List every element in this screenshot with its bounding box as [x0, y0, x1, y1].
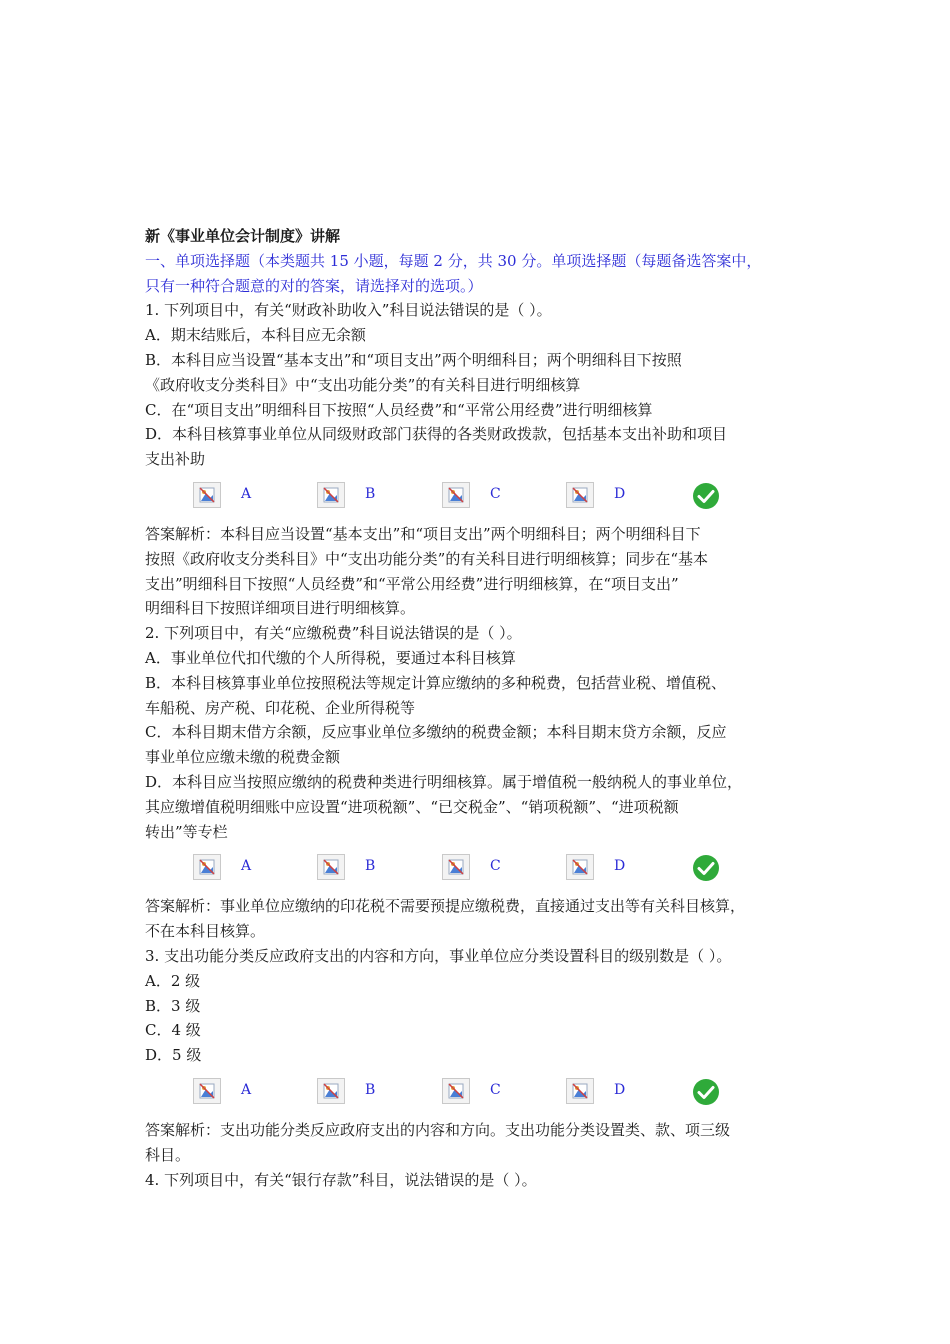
broken-image-radio-icon: [442, 482, 470, 508]
broken-image-radio-icon: [317, 854, 345, 880]
broken-image-radio-icon: [442, 1078, 470, 1104]
explanation-line: 科目。: [145, 1145, 191, 1164]
broken-image-radio-icon: [566, 482, 594, 508]
option-d-text: 转出”等专栏: [145, 822, 228, 841]
option-label: C: [490, 858, 501, 875]
option-b-text: B．3 级: [145, 996, 201, 1015]
option-d-text: D．本科目核算事业单位从同级财政部门获得的各类财政拨款，包括基本支出补助和项目: [145, 425, 728, 444]
question-4: [145, 1168, 810, 1193]
broken-image-radio-icon: [193, 854, 221, 880]
question-stem: 2. 下列项目中，有关“应缴税费”科目说法错误的是（ ）。: [145, 624, 522, 643]
option-b-text: B．本科目应当设置“基本支出”和“项目支出”两个明细科目；两个明细科目下按照: [145, 350, 682, 369]
option-c-text: C．本科目期末借方余额，反应事业单位多缴纳的税费金额；本科目期末贷方余额，反应: [145, 723, 727, 742]
answer-explanation: [145, 522, 810, 621]
answer-options-row: [145, 844, 810, 894]
question-stem: 3. 支出功能分类反应政府支出的内容和方向，事业单位应分类设置科目的级别数是（ ）。: [145, 946, 732, 965]
option-d-text: 其应缴增值税明细账中应设置“进项税额”、“已交税金”、“销项税额”、“进项税额: [145, 797, 679, 816]
option-b-text: 《政府收支分类科目》中“支出功能分类”的有关科目进行明细核算: [145, 375, 581, 394]
question-3: [145, 944, 810, 1068]
option-label: C: [490, 485, 501, 502]
option-label: B: [365, 485, 376, 502]
explanation-line: 不在本科目核算。: [145, 922, 266, 941]
explanation-line: 明细科目下按照详细项目进行明细核算。: [145, 599, 416, 618]
explanation-line: 答案解析：本科目应当设置“基本支出”和“项目支出”两个明细科目；两个明细科目下: [145, 524, 701, 543]
option-label: D: [614, 485, 626, 502]
question-1: [145, 298, 810, 472]
option-d-text: D．5 级: [145, 1046, 202, 1065]
option-label: D: [614, 858, 626, 875]
option-a-text: A．2 级: [145, 971, 201, 990]
broken-image-radio-icon: [317, 1078, 345, 1104]
answer-options-row: [145, 472, 810, 522]
option-a-text: A．期末结账后，本科目应无余额: [145, 326, 366, 345]
broken-image-radio-icon: [566, 1078, 594, 1104]
green-check-icon: [692, 1078, 720, 1106]
question-2: [145, 621, 810, 844]
question-stem: 4. 下列项目中，有关“银行存款”科目，说法错误的是（ ）。: [145, 1170, 537, 1189]
option-b-text: 车船税、房产税、印花税、企业所得税等: [145, 698, 416, 717]
broken-image-radio-icon: [317, 482, 345, 508]
answer-options-row: [145, 1068, 810, 1118]
option-label: A: [241, 858, 252, 875]
broken-image-radio-icon: [193, 1078, 221, 1104]
option-c-text: 事业单位应缴未缴的税费金额: [145, 748, 341, 767]
explanation-line: 答案解析：事业单位应缴纳的印花税不需要预提应缴税费，直接通过支出等有关科目核算，: [145, 897, 746, 916]
option-label: B: [365, 858, 376, 875]
explanation-line: 答案解析：支出功能分类反应政府支出的内容和方向。支出功能分类设置类、款、项三级: [145, 1120, 731, 1139]
option-label: D: [614, 1081, 626, 1098]
option-d-text: 支出补助: [145, 450, 206, 469]
section-heading-line: 一、单项选择题（本类题共 15 小题，每题 2 分，共 30 分。单项选择题（每题备选答案中，: [145, 251, 762, 270]
question-stem: 1. 下列项目中，有关“财政补助收入”科目说法错误的是（ ）。: [145, 301, 552, 320]
option-a-text: A．事业单位代扣代缴的个人所得税，要通过本科目核算: [145, 648, 516, 667]
broken-image-radio-icon: [193, 482, 221, 508]
option-label: C: [490, 1081, 501, 1098]
explanation-line: 按照《政府收支分类科目》中“支出功能分类”的有关科目进行明细核算；同步在“基本: [145, 549, 709, 568]
answer-explanation: [145, 1118, 810, 1168]
option-b-text: B．本科目核算事业单位按照税法等规定计算应缴纳的多种税费，包括营业税、增值税、: [145, 673, 727, 692]
broken-image-radio-icon: [566, 854, 594, 880]
option-d-text: D．本科目应当按照应缴纳的税费种类进行明细核算。属于增值税一般纳税人的事业单位，: [145, 772, 743, 791]
option-label: A: [241, 485, 252, 502]
option-label: B: [365, 1081, 376, 1098]
green-check-icon: [692, 854, 720, 882]
option-c-text: C．在“项目支出”明细科目下按照“人员经费”和“平常公用经费”进行明细核算: [145, 400, 653, 419]
document-title: 新《事业单位会计制度》讲解: [145, 227, 341, 245]
answer-explanation: [145, 894, 810, 944]
section-heading-line: 只有一种符合题意的对的答案，请选择对的选项。）: [145, 276, 483, 295]
option-label: A: [241, 1081, 252, 1098]
green-check-icon: [692, 482, 720, 510]
document-page: [145, 224, 810, 1192]
option-c-text: C．4 级: [145, 1021, 201, 1040]
explanation-line: 支出”明细科目下按照“人员经费”和“平常公用经费”进行明细核算，在“项目支出”: [145, 574, 679, 593]
broken-image-radio-icon: [442, 854, 470, 880]
